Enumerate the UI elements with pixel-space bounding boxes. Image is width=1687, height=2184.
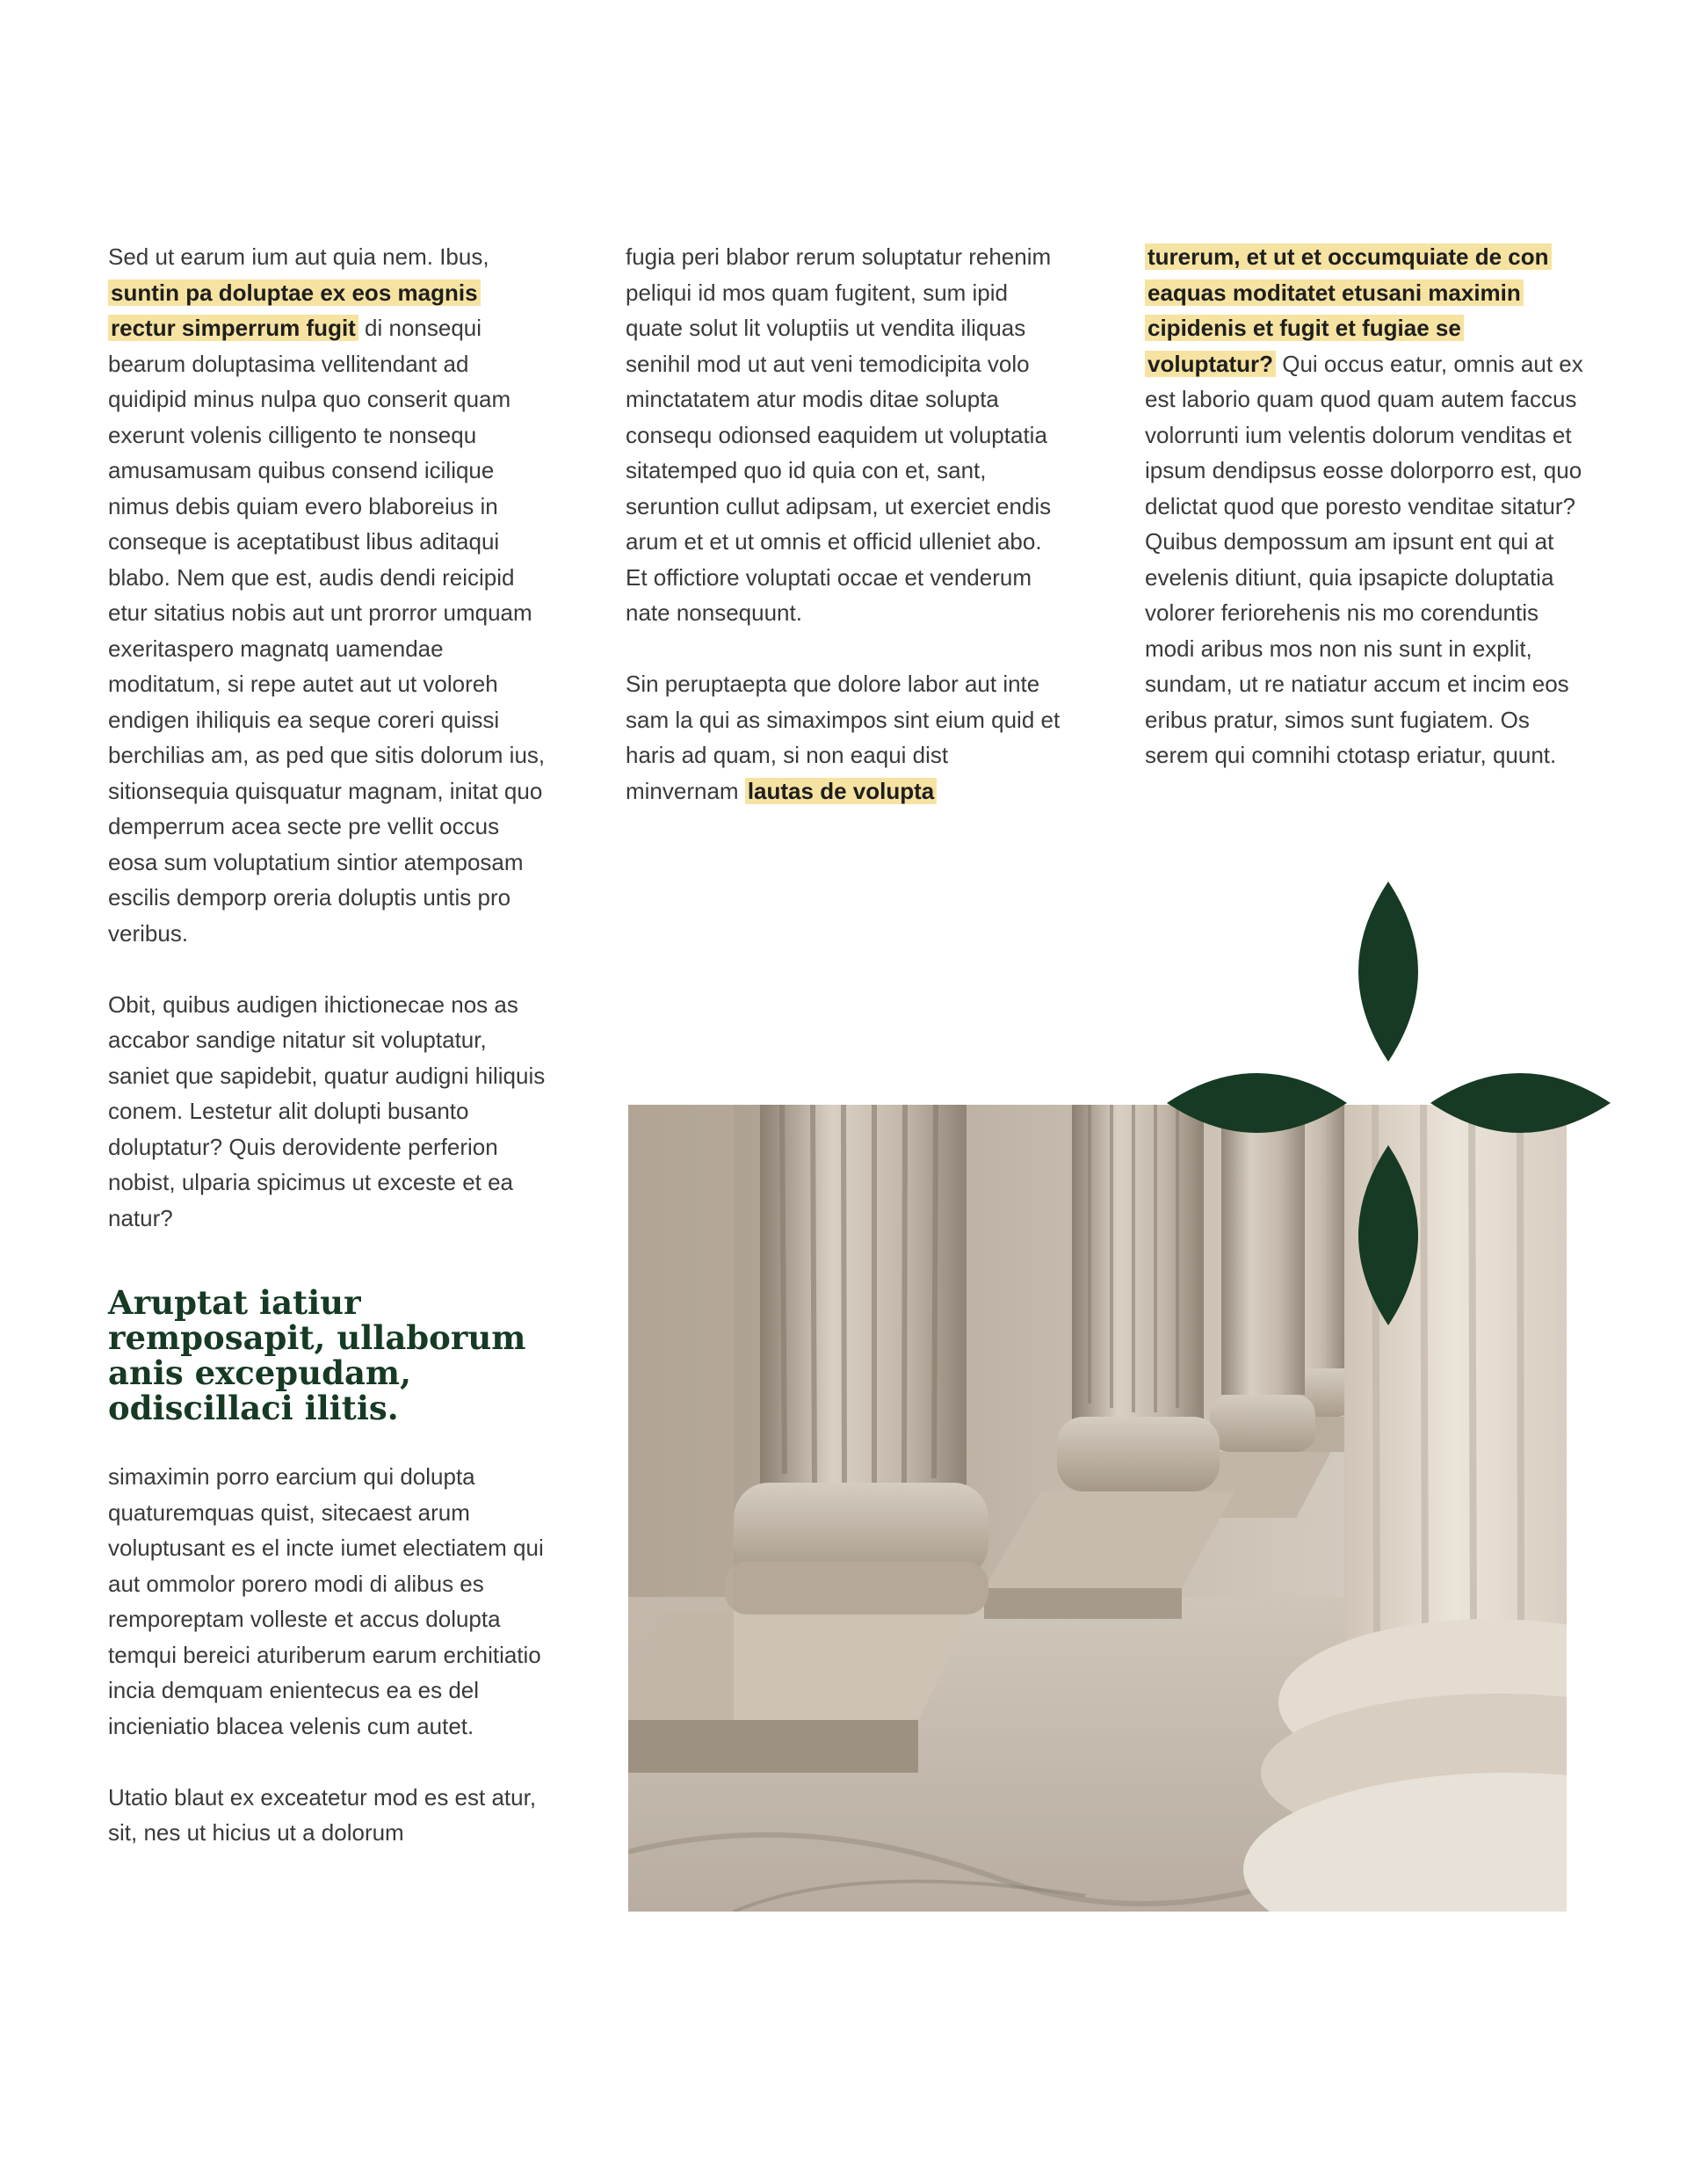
highlighted-text: suntin pa doluptae ex eos magnis rectur simperrum fugit — [108, 279, 481, 342]
leaf-right — [1430, 1073, 1611, 1133]
paragraph-text: di nonsequi bearum doluptasima vellitendant ad quidipid minus nulpa quo conserit quam exerunt volenis cilligento te nonsequ amusamusam quibus consend icilique nimus debis quiam evero blaboreius in conseque is aceptatibust libus aditaqui blabo. Nem que est, audis dendi reicipid etur sitatius nobis aut unt prorror umquam exeritaspero magnatq uamendae moditatum, si repe autet aut ut voloreh endigen ihiliquis ea seque coreri quissi berchilias am, as ped que sitis dolorum ius, sitionsequia quisquatur magnam, initat quo demperrum acea secte pre vellit occus eosa sum voluptatium sintior atemposam escilis demporp oreria doluptis untis pro veribus. — [108, 315, 546, 947]
text-column-middle — [626, 239, 1065, 809]
body-paragraph: Utatio blaut ex exceatetur mod es est atur, sit, nes ut hicius ut a dolorum — [108, 1783, 537, 1846]
paragraph-text: Qui occus eatur, omnis aut ex est laborio quam quod quam autem faccus volorrunti ium velentis dolorum venditas et ipsum dendipsus eosse dolorporro est, quo delictat quod que poresto venditae sitatur? Quibus dempossum am ipsunt ent qui at evelenis ditiunt, quia ipsapicte doluptatia volorer feriorehenis nis mo corenduntis modi aribus mos non nis sunt in explit, sundam, ut re natiatur accum et incim eos eribus pratur, simos sunt fugiatem. Os serem qui comnihi ctotasp eriatur, quunt. — [1145, 350, 1583, 768]
body-paragraph — [108, 239, 547, 951]
highlighted-text: lautas de volupta — [745, 778, 937, 804]
section-heading: Aruptat iatiur remposapit, ullaborum anis excepudam, odiscillaci ilitis. — [108, 1283, 526, 1427]
leaf-top — [1358, 882, 1418, 1062]
body-paragraph: fugia peri blabor rerum soluptatur rehenim peliqui id mos quam fugitent, sum ipid quate solut lit voluptiis ut vendita iliquas senihil mod ut aut veni temodicipita volo minctatatem atur modis ditae solupta consequ odionsed eaquidem ut voluptatia sitatemped quo id quia con et, sant, seruntion cullut adipsam, ut exerciet endis arum et et ut omnis et officid ulleniet abo. Et offictiore voluptati occae et venderum nate nonsequunt. — [626, 243, 1052, 626]
highlighted-text: turerum, et ut et occumquiate de con eaquas moditatet etusani maximin cipidenis et fugit et fugiae se voluptatur? — [1145, 243, 1552, 377]
body-paragraph — [626, 666, 1065, 809]
body-paragraph: simaximin porro earcium qui dolupta quaturemquas quist, sitecaest arum voluptusant es el incte iumet electiatem qui aut ommolor porero modi di alibus es remporeptam volleste et accus dolupta temqui bereici aturiberum earum erchitiatio incia demquam enientecus ea es del incieniatio blacea velenis cum autet. — [108, 1463, 544, 1739]
four-leaf-ornament-icon — [1167, 882, 1611, 1325]
leaf-bottom — [1358, 1145, 1418, 1325]
paragraph-text: Sed ut earum ium aut quia nem. Ibus, — [108, 243, 489, 270]
leaf-left — [1167, 1073, 1347, 1133]
body-paragraph: Obit, quibus audigen ihictionecae nos as accabor sandige nitatur sit voluptatur, saniet que sapidebit, quatur audigni hiliquis conem. Lestetur alit dolupti busanto doluptatur? Quis derovidente perferion nobist, ulparia spicimus ut exceste et ea natur? — [108, 990, 546, 1231]
text-column-left — [108, 239, 547, 1851]
text-column-right — [1145, 239, 1584, 773]
paragraph-text: Sin peruptaepta que dolore labor aut inte sam la qui as simaximpos sint eium quid et haris ad quam, si non eaqui dist minvernam — [626, 671, 1061, 804]
body-paragraph — [1145, 239, 1584, 773]
